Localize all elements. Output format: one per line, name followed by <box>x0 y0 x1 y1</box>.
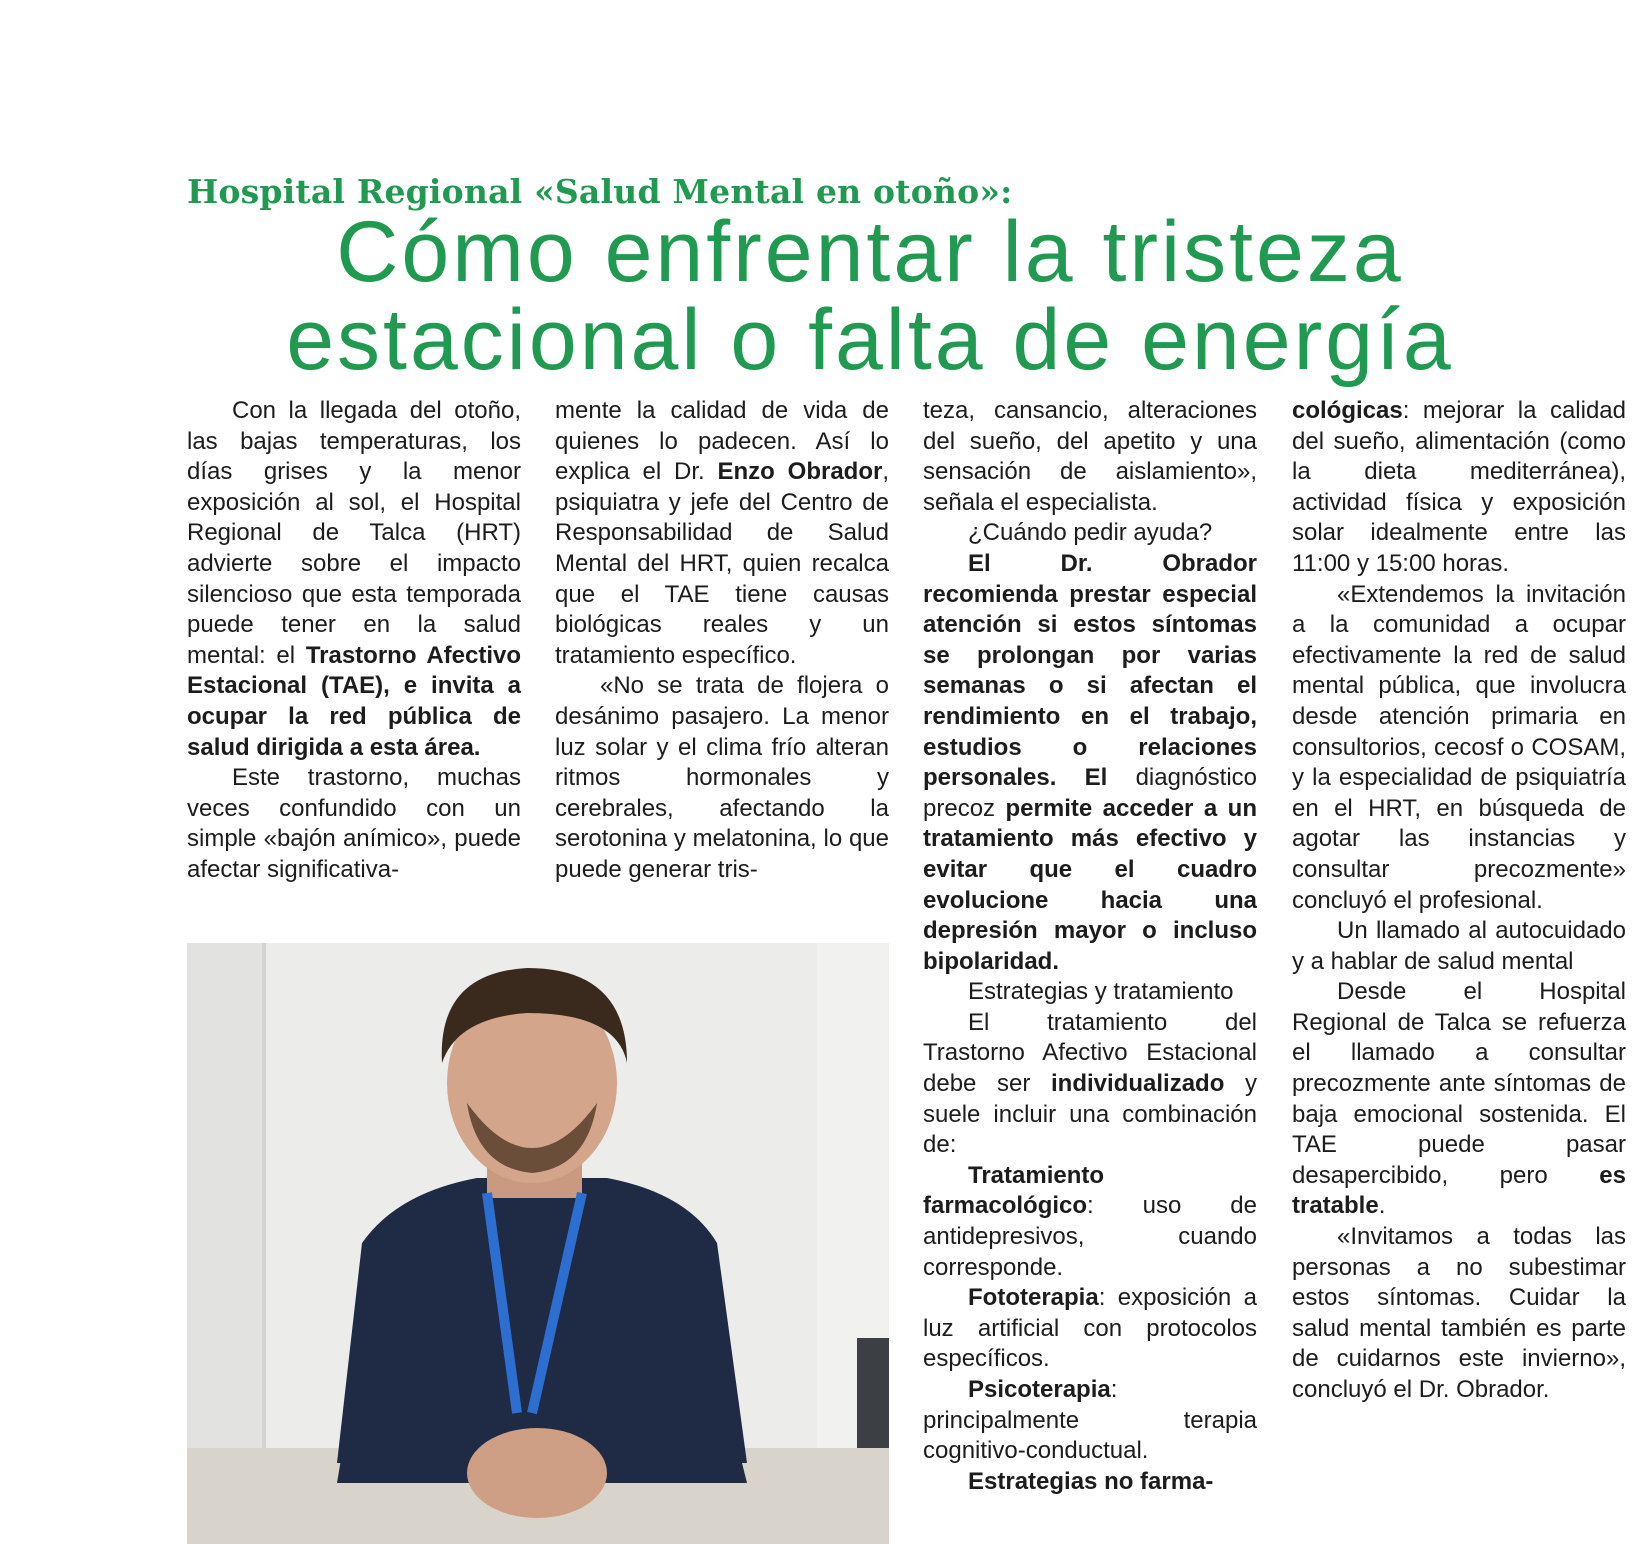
paragraph: teza, cansancio, alteraciones del sueño, del apetito y una sensación de aislamiento», señala el especialista. <box>923 397 1257 516</box>
article-column-3 <box>923 396 1257 1497</box>
article-column-1 <box>187 396 521 886</box>
bold-text: cológicas <box>1292 397 1403 424</box>
doctor-portrait-illustration <box>187 943 889 1544</box>
article-kicker: Hospital Regional «Salud Mental en otoño»: <box>187 172 1013 211</box>
paragraph <box>1292 396 1626 580</box>
paragraph <box>923 1161 1257 1283</box>
bold-text: Trastorno Afectivo Estacional (TAE), e invita a ocupar la red pública de salud dirigida a esta área. <box>187 641 522 761</box>
subheading: Estrategias y tratamiento <box>968 978 1234 1006</box>
article-column-4 <box>1292 396 1626 1406</box>
text-run: . <box>1378 1192 1386 1220</box>
paragraph <box>923 1375 1257 1467</box>
text-run: : principalmente terapia cognitivo-conductual. <box>923 1376 1257 1465</box>
text-run: , psiquiatra y jefe del Centro de Responsabilidad de Salud Mental del HRT, quien recalca que el TAE tiene causas biológicas reales y un tratamiento específico. <box>555 458 890 669</box>
text-run: Con la llegada del otoño, las bajas temperaturas, los días grises y la menor exposición al sol, el Hospital Regional de Talca (HRT) advierte sobre el impacto silencioso que esta temporada puede tener en la salud mental: el <box>187 397 521 669</box>
bold-text: es tratable <box>1292 1161 1626 1220</box>
text-run: : exposición a luz artificial con protocolos específicos. <box>923 1284 1257 1373</box>
text-run: mente la calidad de vida de quienes lo padecen. Así lo explica el Dr. <box>555 397 889 486</box>
article-column-2 <box>555 396 889 886</box>
bold-text: individualizado <box>1051 1070 1225 1098</box>
bold-text: Estrategias no farma- <box>968 1467 1214 1495</box>
bold-text: Fototerapia <box>968 1284 1099 1312</box>
bold-text: El Dr. Obrador recomienda prestar especial atención si estos síntomas se prolongan por varias semanas o si afectan el rendimiento en el trabajo, estudios o relaciones personales. El <box>923 549 1257 792</box>
paragraph <box>923 1008 1257 1161</box>
paragraph <box>923 549 1257 977</box>
text-run: diagnóstico precoz <box>923 764 1257 822</box>
headline-line-1: Cómo enfrentar la tristeza <box>336 204 1404 300</box>
paragraph: Este trastorno, muchas veces confundido con un simple «bajón anímico», puede afectar significativa- <box>187 764 521 883</box>
paragraph: «Invitamos a todas las personas a no subestimar estos síntomas. Cuidar la salud mental también es parte de cuidarnos este invierno», concluyó el Dr. Obrador. <box>1292 1223 1626 1403</box>
text-run: Desde el Hospital Regional de Talca se refuerza el llamado a consultar precozmente ante síntomas de baja emocional sostenida. El TAE puede pasar desapercibido, pero <box>1292 978 1626 1189</box>
paragraph <box>1292 977 1626 1222</box>
subheading: ¿Cuándo pedir ayuda? <box>968 519 1213 547</box>
subheading: Un llamado al autocuidado y a hablar de salud mental <box>1292 917 1626 975</box>
text-run: y suele incluir una combinación de: <box>923 1070 1257 1159</box>
text-run: : uso de antidepresivos, cuando corresponde. <box>923 1192 1257 1281</box>
text-run: El tratamiento del Trastorno Afectivo Estacional debe ser <box>923 1008 1257 1098</box>
paragraph: «Extendemos la invitación a la comunidad a ocupar efectivamente la red de salud mental pública, que involucra desde atención primaria en consultorios, cecosf o COSAM, y la especialidad de psiquiatría en el HRT, en búsqueda de agotar las instancias y consultar precozmente» concluyó el profesional. <box>1292 580 1626 914</box>
bold-text: Psicoterapia <box>968 1376 1111 1403</box>
headline-line-2: estacional o falta de energía <box>286 292 1454 388</box>
paragraph <box>555 396 889 671</box>
bold-text: Enzo Obrador <box>717 458 883 486</box>
bold-text: permite acceder a un tratamiento más efectivo y evitar que el cuadro evolucione hacia una depresión mayor o incluso bipolaridad. <box>923 794 1257 975</box>
doctor-photo <box>187 943 889 1544</box>
paragraph: «No se trata de flojera o desánimo pasajero. La menor luz solar y el clima frío alteran ritmos hormonales y cerebrales, afectando la serotonina y melatonina, lo que puede generar tris- <box>555 672 889 883</box>
bold-text: Tratamiento farmacológico <box>923 1161 1105 1220</box>
text-run: : mejorar la calidad del sueño, alimentación (como la dieta mediterránea), actividad física y exposición solar idealmente entre las 11:00 y 15:00 horas. <box>1292 397 1626 577</box>
paragraph <box>187 396 521 763</box>
paragraph <box>923 1467 1257 1498</box>
paragraph <box>923 1283 1257 1375</box>
